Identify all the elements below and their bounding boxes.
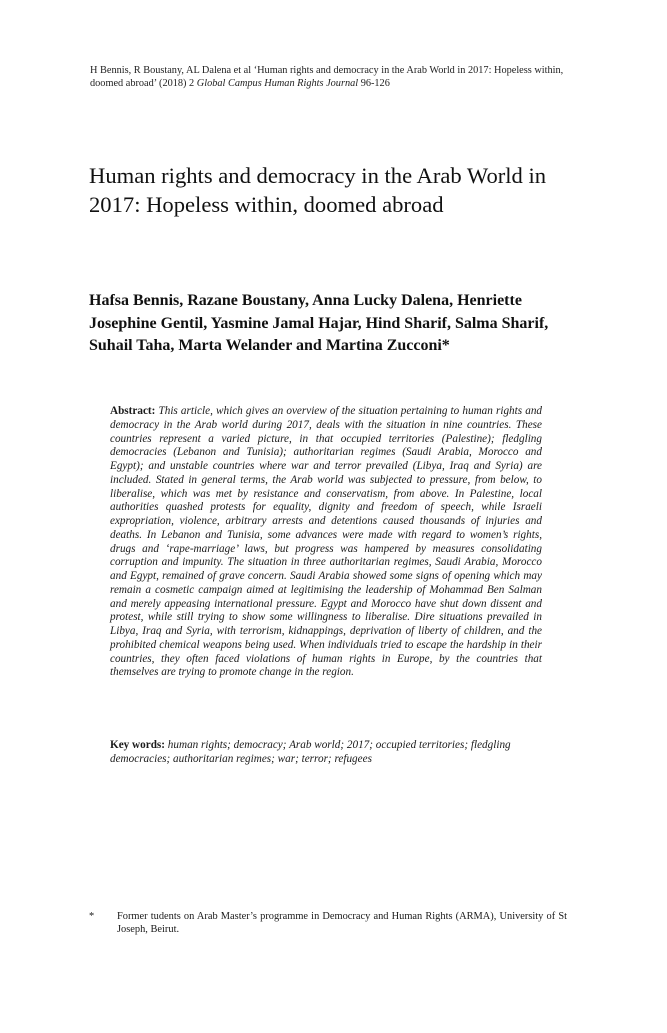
abstract-text: This article, which gives an overview of the situation pertaining to human rights and democracy in the Arab world during 2017, deals with the situation in nine countries. These countries represent a varied picture, in that occupied territories (Palestine); fledgling democracies (Lebanon and Tunisia); authoritarian regimes (Saudi Arabia, Morocco and Egypt); and unstable countries where war and terror prevailed (Libya, Iraq and Syria) are included. Stated in general terms, the Arab world was subjected to pressure, from below, to liberalise, which was met by resistance and conservatism, from above. In Palestine, local authorities quashed protests for equality, dignity and freedom of speech, while Israeli expropriation, violence, arbitrary arrests and detentions caused thousands of injuries and deaths. In Lebanon and Tunisia, some advances were made with regard to women’s rights, drugs and ‘rape-marriage’ laws, but progress was hampered by measures consolidating corruption and impunity. The situation in three authoritarian regimes, Saudi Arabia, Morocco and Egypt, remained of grave concern. Saudi Arabia showed some signs of opening which may remain a cosmetic campaign aimed at legitimising the leadership of Mohammad Ben Salman and merely appeasing international pressure. Egypt and Morocco have shut down dissent and protest, while still trying to show some willingness to liberalise. Dire situations prevailed in Libya, Iraq and Syria, with terrorism, kidnappings, deprivation of liberty of children, and the prohibited chemical weapons being used. When individuals tried to escape the hardship in their countries, they often faced violations of human rights in Europe, by the countries that themselves are trying to promote change in the region.	[110, 405, 543, 679]
article-title: Human rights and democracy in the Arab World in 2017: Hopeless within, doomed abroad	[89, 163, 547, 217]
author-list: Hafsa Bennis, Razane Boustany, Anna Lucky Dalena, Henriette Josephine Gentil, Yasmine Jamal Hajar, Hind Sharif, Salma Sharif, Suhail Taha, Marta Welander and Martina Zucconi*	[89, 292, 549, 354]
running-head-pages: 96-126	[360, 78, 390, 90]
running-head	[90, 64, 580, 91]
footnote	[89, 910, 567, 936]
footnote-text: Former tudents on Arab Master’s programme in Democracy and Human Rights (ARMA), University of St Joseph, Beirut.	[117, 911, 567, 935]
keywords-label: Key words:	[110, 739, 165, 751]
running-head-journal: Global Campus Human Rights Journal	[196, 78, 359, 90]
footnote-marker: *	[89, 911, 95, 922]
abstract-label: Abstract:	[110, 405, 156, 417]
running-head-authors: H Bennis, R Boustany, AL Dalena et al	[90, 65, 252, 76]
keywords	[110, 739, 550, 767]
running-head-article-title: ‘Human rights and democracy in the Arab World in 2017: Hopeless within, doomed abroad’	[90, 65, 564, 90]
abstract	[110, 405, 542, 680]
keywords-text: human rights; democracy; Arab world; 2017; occupied territories; fledgling democracies; authoritarian regimes; war; terror; refugees	[110, 739, 511, 765]
running-head-year: (2018) 2	[159, 78, 195, 90]
